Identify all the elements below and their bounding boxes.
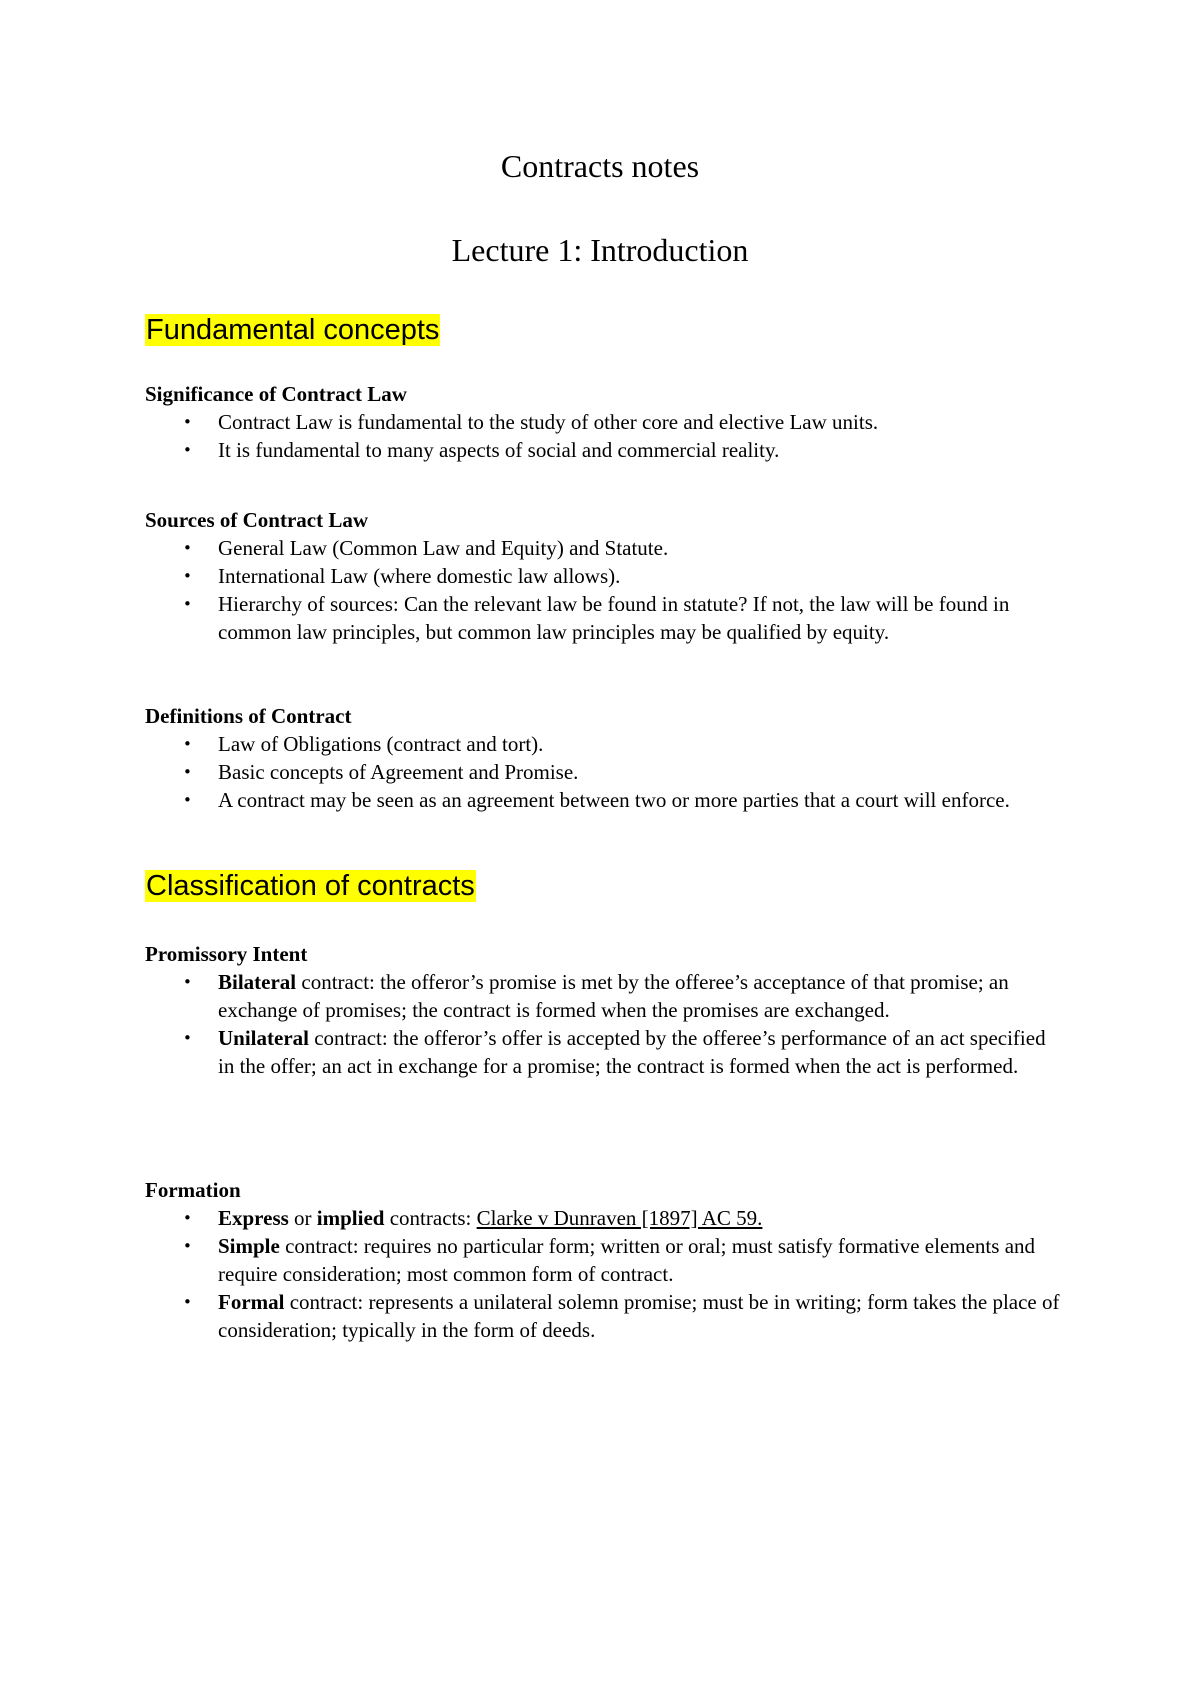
list-item: • General Law (Common Law and Equity) and Statute. [183, 536, 669, 560]
list-item: • Contract Law is fundamental to the study of other core and elective Law units. [183, 410, 879, 434]
bullet-list [145, 730, 1065, 814]
bullet-list [145, 534, 1065, 646]
bullet-icon: • [183, 791, 192, 809]
list-item: • Unilateral contract: the offeror’s offer is accepted by the offeree’s performance of an act specified in the offer; an act in exchange for a promise; the contract is formed when the act is performed. [183, 1026, 1046, 1078]
bullet-icon: • [183, 413, 192, 431]
case-citation-link[interactable]: Clarke v Dunraven [1897] AC 59. [476, 1206, 763, 1230]
bullet-icon: • [183, 735, 192, 753]
bullet-list [145, 408, 1065, 464]
subsection-formation [145, 1176, 1065, 1344]
bullet-list [145, 968, 1065, 1080]
list-item: • International Law (where domestic law allows). [183, 564, 621, 588]
section-heading-classification [145, 868, 476, 904]
subsection-heading: Promissory Intent [145, 942, 308, 966]
bullet-icon: • [183, 973, 192, 991]
subsection-heading: Definitions of Contract [145, 704, 352, 728]
subsection-significance [145, 380, 1065, 464]
subsection-promissory-intent [145, 940, 1065, 1080]
list-item: • Hierarchy of sources: Can the relevant law be found in statute? If not, the law will be found in common law principles, but common law principles may be qualified by equity. [183, 592, 1010, 644]
list-item: • Simple contract: requires no particular form; written or oral; must satisfy formative elements and require consideration; most common form of contract. [183, 1234, 1036, 1286]
bullet-icon: • [183, 1209, 192, 1227]
subsection-sources [145, 506, 1065, 646]
section-heading-fundamental-concepts [145, 312, 440, 348]
bullet-icon: • [183, 595, 192, 613]
bullet-icon: • [183, 441, 192, 459]
list-item: • Basic concepts of Agreement and Promise. [183, 760, 579, 784]
bullet-icon: • [183, 763, 192, 781]
highlighted-heading-text: Fundamental concepts [146, 314, 440, 346]
list-item: • Bilateral contract: the offeror’s promise is met by the offeree’s acceptance of that promise; an exchange of promises; the contract is formed when the promises are exchanged. [183, 970, 1009, 1022]
bullet-icon: • [183, 1237, 192, 1255]
list-item: • Express or implied contracts: Clarke v Dunraven [1897] AC 59. [183, 1206, 763, 1230]
list-item: • A contract may be seen as an agreement between two or more parties that a court will enforce. [183, 788, 1010, 812]
list-item: • Formal contract: represents a unilateral solemn promise; must be in writing; form takes the place of consideration; typically in the form of deeds. [183, 1290, 1060, 1342]
subsection-heading: Formation [145, 1178, 241, 1202]
bullet-icon: • [183, 567, 192, 585]
list-item: • It is fundamental to many aspects of social and commercial reality. [183, 438, 780, 462]
subsection-heading: Sources of Contract Law [145, 508, 369, 532]
subsection-definitions [145, 702, 1065, 814]
list-item: • Law of Obligations (contract and tort). [183, 732, 544, 756]
bullet-icon: • [183, 539, 192, 557]
bullet-list [145, 1204, 1065, 1344]
highlighted-heading-text: Classification of contracts [146, 870, 475, 902]
bullet-icon: • [183, 1029, 192, 1047]
document-title: Contracts notes [500, 148, 700, 184]
subsection-heading: Significance of Contract Law [145, 382, 407, 406]
bullet-icon: • [183, 1293, 192, 1311]
lecture-title: Lecture 1: Introduction [451, 232, 749, 268]
